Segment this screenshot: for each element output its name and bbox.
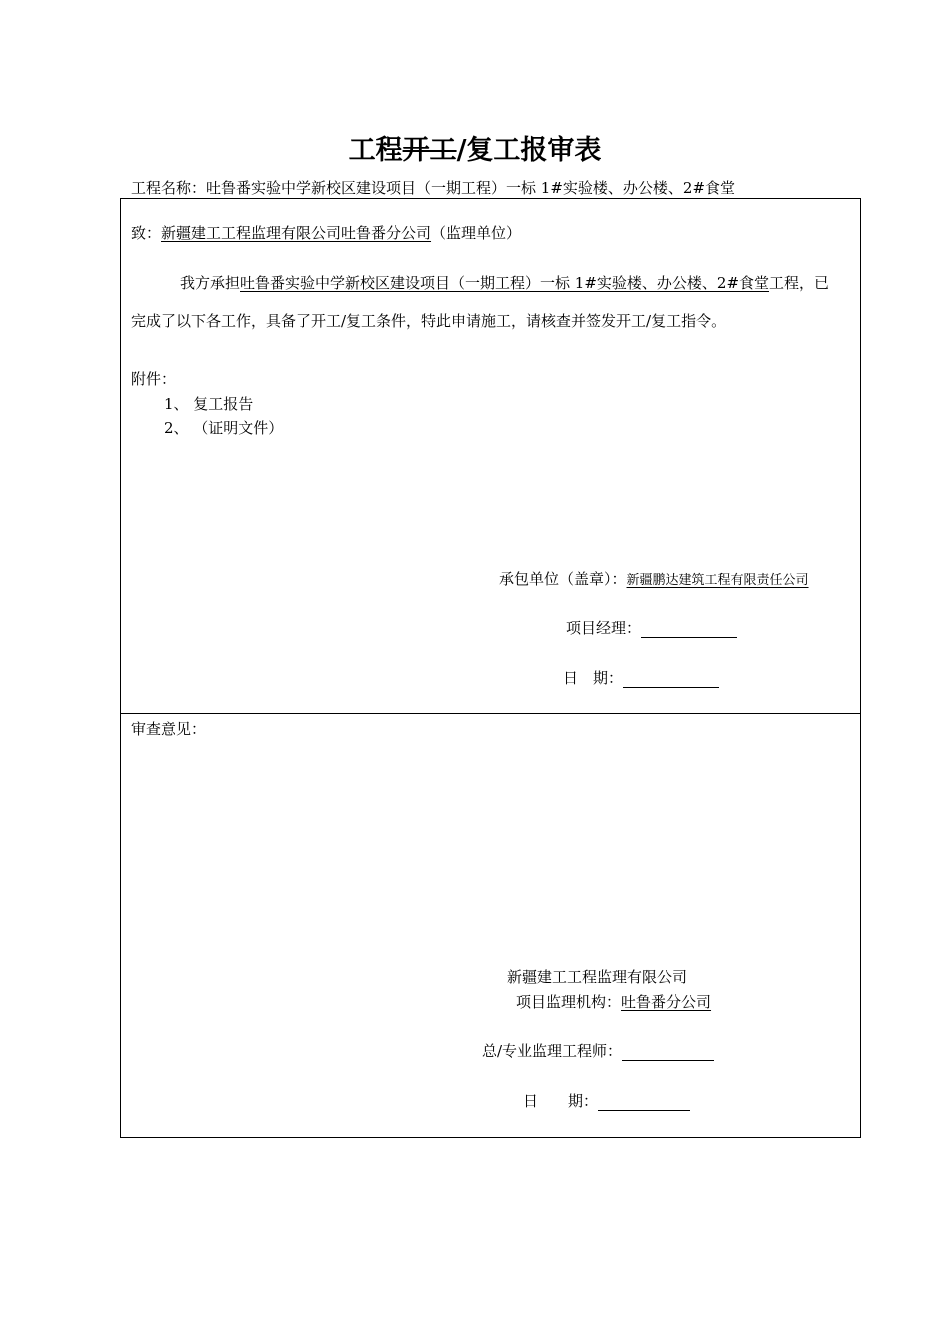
project-name-label: 工程名称： xyxy=(131,179,207,197)
title-part2: /复工报审表 xyxy=(456,135,602,166)
title-part1: 工程 xyxy=(348,135,403,166)
project-name-value: 吐鲁番实验中学新校区建设项目（一期工程）一标 1#实验楼、办公楼、2#食堂 xyxy=(206,179,736,197)
page-title xyxy=(0,128,950,167)
application-date-line xyxy=(563,667,719,688)
review-date-blank xyxy=(598,1096,690,1111)
project-manager-label: 项目经理： xyxy=(566,619,642,637)
application-date-blank xyxy=(623,673,719,688)
project-manager-signature-blank xyxy=(641,623,737,638)
addressee-suffix: （监理单位） xyxy=(431,224,522,242)
application-body-line2: 完成了以下各工作，具备了开工/复工条件，特此申请施工，请核查并签发开工/复工指令。 xyxy=(131,312,727,330)
review-date-label: 日 期： xyxy=(523,1092,599,1110)
title-struck-text: 开工 xyxy=(402,135,457,166)
contractor-line xyxy=(499,568,815,589)
application-date-label: 日 期： xyxy=(563,669,624,687)
attachment-item-2: 2、 （证明文件） xyxy=(164,419,284,437)
supervisor-engineer-label: 总/专业监理工程师： xyxy=(482,1042,623,1060)
contractor-value: 新疆鹏达建筑工程有限责任公司 xyxy=(626,573,809,588)
supervisor-engineer-signature-blank xyxy=(622,1046,714,1061)
contractor-label: 承包单位（盖章）： xyxy=(499,570,627,588)
body-line1-suffix: 工程，已 xyxy=(769,274,830,292)
body-prefix: 我方承担 xyxy=(180,274,241,292)
addressee-line xyxy=(131,222,521,243)
supervisor-org-line xyxy=(516,991,761,1012)
supervisor-engineer-line xyxy=(482,1040,714,1061)
addressee-label: 致： xyxy=(131,224,162,242)
addressee-value: 新疆建工工程监理有限公司吐鲁番分公司 xyxy=(161,224,432,242)
review-opinion-label: 审查意见： xyxy=(131,720,207,738)
supervisor-company: 新疆建工工程监理有限公司 xyxy=(507,968,688,986)
body-project: 吐鲁番实验中学新校区建设项目（一期工程）一标 1#实验楼、办公楼、2#食堂 xyxy=(240,274,770,292)
review-date-line xyxy=(523,1090,690,1111)
supervisor-org-label: 项目监理机构： xyxy=(516,993,622,1011)
review-section xyxy=(120,713,861,1138)
supervisor-org-value: 吐鲁番分公司 xyxy=(621,993,712,1011)
attachment-item-1: 1、 复工报告 xyxy=(164,395,254,413)
project-name-line xyxy=(131,177,735,198)
attachments-label: 附件： xyxy=(131,370,177,388)
application-body-line1 xyxy=(180,272,829,293)
project-manager-line xyxy=(566,617,737,638)
